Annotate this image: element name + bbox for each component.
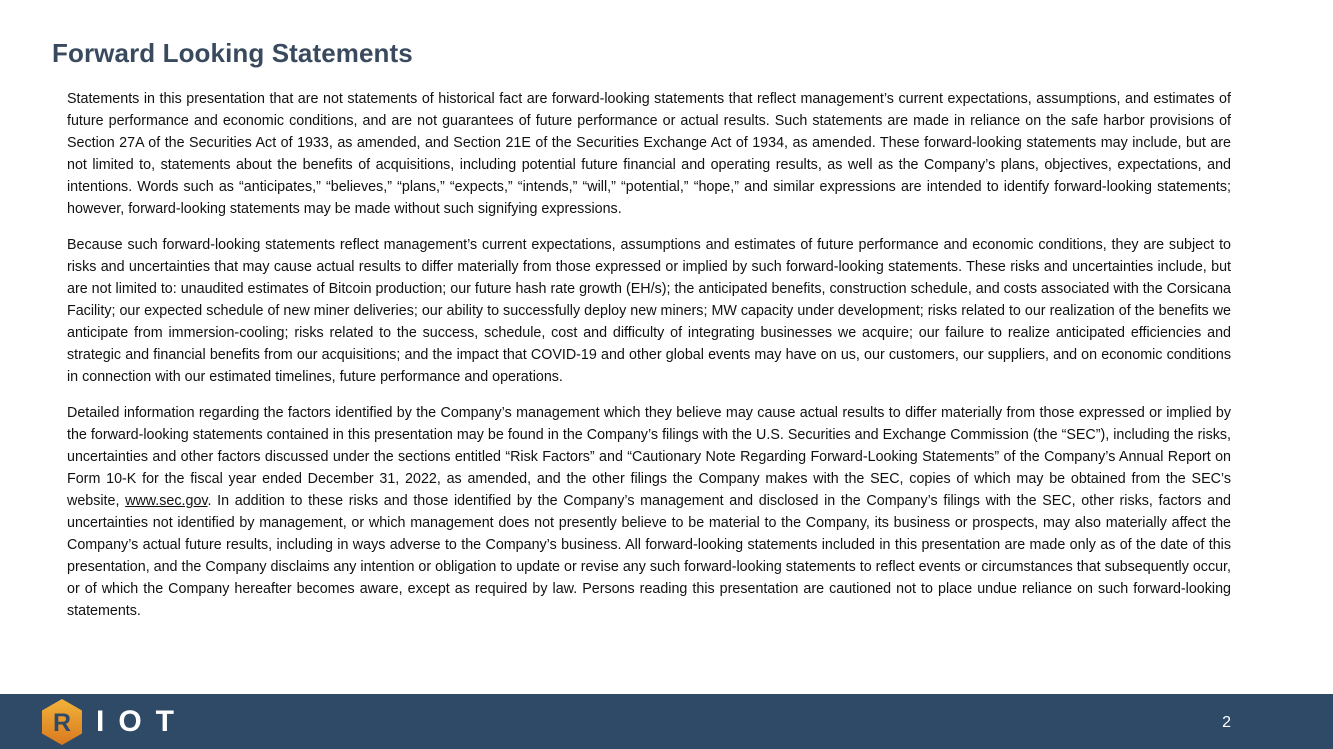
paragraph-1: Statements in this presentation that are not statements of historical fact are forward-looking statements that reflect management’s current expectations, assumptions, and estimates of future performance and economic conditions, and are not guarantees of future performance or actual results. Such statements are made in reliance on the safe harbor provisions of Section 27A of the Securities Act of 1933, as amended, and Section 21E of the Securities Exchange Act of 1934, as amended. These forward-looking statements may include, but are not limited to, statements about the benefits of acquisitions, including potential future financial and operating results, as well as the Company’s plans, objectives, expectations, and intentions. Words such as “anticipates,” “believes,” “plans,” “expects,” “intends,” “will,” “potential,” “hope,” and similar expressions are intended to identify forward-looking statements; however, forward-looking statements may be made without such signifying expressions. [67,91,1231,217]
paragraph-3-part-1: Detailed information regarding the factors identified by the Company’s management which they believe may cause actual results to differ materially from those expressed or implied by the forward-looking statements contained in this presentation may be found in the Company’s filings with the U.S. Securities and Exchange Commission (the “SEC”), including the risks, uncertainties and other factors discussed under the sections entitled “Risk Factors” and “Cautionary Note Regarding Forward-Looking Statements” of the Company’s Annual Report on Form 10-K for the fiscal year ended December 31, 2022, as amended, and the other filings the Company makes with the SEC, copies of which may be obtained from the SEC’s website, [67,405,1231,509]
footer-bar [0,694,1333,749]
page-number: 2 [1222,714,1231,731]
slide-title: Forward Looking Statements [52,38,413,68]
hexagon-r-icon [40,698,84,746]
paragraph-3 [67,402,1231,622]
forward-looking-body [67,88,1231,636]
paragraph-2: Because such forward-looking statements reflect management’s current expectations, assumptions and estimates of future performance and economic conditions, they are subject to risks and uncertainties that may cause actual results to differ materially from those expressed or implied by such forward-looking statements. These risks and uncertainties include, but are not limited to: unaudited estimates of Bitcoin production; our future hash rate growth (EH/s); the anticipated benefits, construction schedule, and costs associated with the Corsicana Facility; our expected schedule of new miner deliveries; our ability to successfully deploy new miners; MW capacity under development; risks related to our realization of the benefits we anticipate from immersion-cooling; risks related to the success, schedule, cost and difficulty of integrating businesses we acquire; our failure to realize anticipated efficiencies and strategic and financial benefits from our acquisitions; and the impact that COVID-19 and other global events may have on us, our customers, our suppliers, and on economic conditions in connection with our estimated timelines, future performance and operations. [67,237,1231,385]
logo-wordmark: IOT [96,705,188,738]
logo-mark-letter: R [52,709,72,737]
riot-logo [40,697,188,747]
sec-website-link[interactable]: www.sec.gov [125,493,208,509]
paragraph-3-part-2: . In addition to these risks and those identified by the Company’s management and disclosed in the Company’s filings with the SEC, other risks, factors and uncertainties not identified by management, or which management does not presently believe to be material to the Company, its business or prospects, may also materially affect the Company’s actual future results, including in ways adverse to the Company’s business. All forward-looking statements included in this presentation are made only as of the date of this presentation, and the Company disclaims any intention or obligation to update or revise any such forward-looking statements to reflect events or circumstances that subsequently occur, or of which the Company hereafter becomes aware, except as required by law. Persons reading this presentation are cautioned not to place undue reliance on such forward-looking statements. [67,493,1231,619]
